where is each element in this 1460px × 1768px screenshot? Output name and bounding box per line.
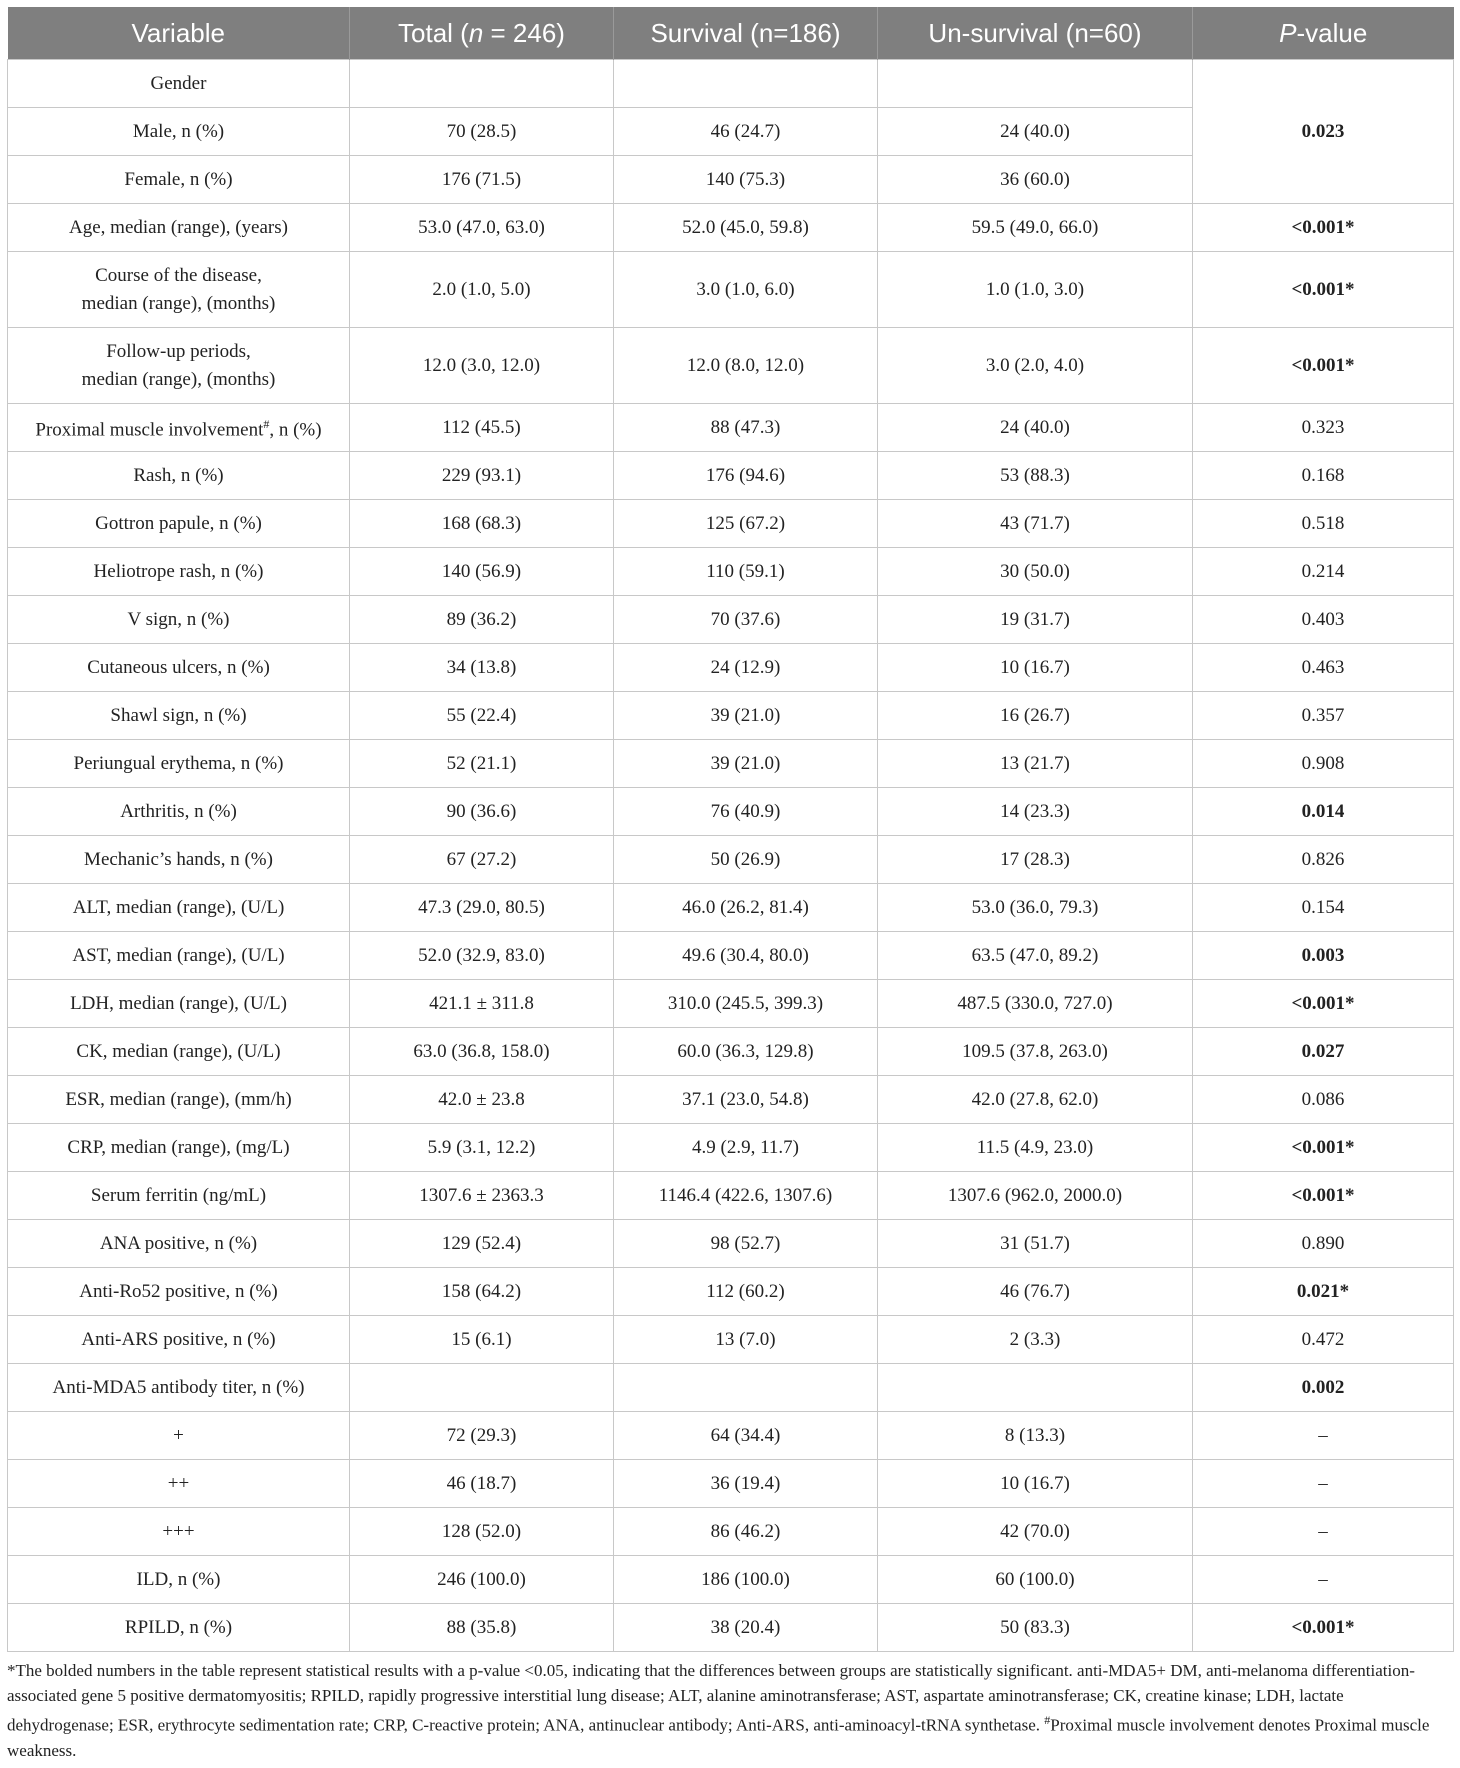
- cell-unsurvival: 10 (16.7): [878, 644, 1193, 692]
- cell-unsurvival: 109.5 (37.8, 263.0): [878, 1028, 1193, 1076]
- row-label: Proximal muscle involvement#, n (%): [8, 404, 350, 452]
- row-label: Mechanic’s hands, n (%): [8, 836, 350, 884]
- cell-unsurvival: 43 (71.7): [878, 500, 1193, 548]
- p-value: <0.001*: [1193, 328, 1454, 404]
- cell-survival: 38 (20.4): [614, 1604, 878, 1652]
- cell-total: 55 (22.4): [350, 692, 614, 740]
- table-row: [8, 252, 1454, 328]
- cell-survival: 110 (59.1): [614, 548, 878, 596]
- cell-unsurvival: 17 (28.3): [878, 836, 1193, 884]
- cell-unsurvival: 59.5 (49.0, 66.0): [878, 204, 1193, 252]
- p-value: <0.001*: [1193, 980, 1454, 1028]
- table-footnote: *The bolded numbers in the table represent statistical results with a p-value <0.05, indicating that the differences between groups are statistically significant. anti-MDA5+ DM, anti-melanoma differentiation-associated gene 5 positive dermatomyositis; RPILD, rapidly progressive interstitial lung disease; ALT, alanine aminotransferase; AST, aspartate aminotransferase; CK, creatine kinase; LDH, lactate dehydrogenase; ESR, erythrocyte sedimentation rate; CRP, C-reactive protein; ANA, antinuclear antibody; Anti-ARS, anti-aminoacyl-tRNA synthetase. #Proximal muscle involvement denotes Proximal muscle weakness.: [7, 1661, 1430, 1760]
- cell-survival: 140 (75.3): [614, 156, 878, 204]
- cell-survival: 98 (52.7): [614, 1220, 878, 1268]
- p-value: 0.002: [1193, 1364, 1454, 1412]
- cell-unsurvival: 13 (21.7): [878, 740, 1193, 788]
- table-row: [8, 328, 1454, 404]
- cell-total: 1307.6 ± 2363.3: [350, 1172, 614, 1220]
- p-value: 0.890: [1193, 1220, 1454, 1268]
- p-value: 0.003: [1193, 932, 1454, 980]
- cell-unsurvival: 14 (23.3): [878, 788, 1193, 836]
- cell-total: 70 (28.5): [350, 108, 614, 156]
- table-row: [8, 548, 1454, 596]
- cell-survival: 39 (21.0): [614, 692, 878, 740]
- p-value: <0.001*: [1193, 252, 1454, 328]
- cell-unsurvival: 53.0 (36.0, 79.3): [878, 884, 1193, 932]
- cell-unsurvival: 42 (70.0): [878, 1508, 1193, 1556]
- cell-unsurvival: 24 (40.0): [878, 404, 1193, 452]
- cell-survival: 46.0 (26.2, 81.4): [614, 884, 878, 932]
- table-row: [8, 452, 1454, 500]
- p-value: 0.214: [1193, 548, 1454, 596]
- row-label: ++: [8, 1460, 350, 1508]
- row-label: Anti-ARS positive, n (%): [8, 1316, 350, 1364]
- table-row: [8, 1028, 1454, 1076]
- cell-survival: 37.1 (23.0, 54.8): [614, 1076, 878, 1124]
- cell-total: 158 (64.2): [350, 1268, 614, 1316]
- table-row: [8, 204, 1454, 252]
- cell-total: 72 (29.3): [350, 1412, 614, 1460]
- table-row: [8, 1172, 1454, 1220]
- cell-unsurvival: 60 (100.0): [878, 1556, 1193, 1604]
- cell-unsurvival: 19 (31.7): [878, 596, 1193, 644]
- row-label: ALT, median (range), (U/L): [8, 884, 350, 932]
- p-value: –: [1193, 1556, 1454, 1604]
- cell-survival: 4.9 (2.9, 11.7): [614, 1124, 878, 1172]
- cell-survival: 3.0 (1.0, 6.0): [614, 252, 878, 328]
- table-row: [8, 60, 1454, 108]
- cell-total: 2.0 (1.0, 5.0): [350, 252, 614, 328]
- table-container: [7, 7, 1453, 1763]
- header-row: [8, 7, 1454, 60]
- cell-unsurvival: 16 (26.7): [878, 692, 1193, 740]
- table-row: [8, 740, 1454, 788]
- table-row: [8, 644, 1454, 692]
- header-unsurvival: Un-survival (n=60): [878, 7, 1193, 60]
- p-value: 0.357: [1193, 692, 1454, 740]
- cell-survival: 1146.4 (422.6, 1307.6): [614, 1172, 878, 1220]
- cell-survival: 24 (12.9): [614, 644, 878, 692]
- table-row: [8, 1316, 1454, 1364]
- p-value: –: [1193, 1412, 1454, 1460]
- cell-unsurvival: 36 (60.0): [878, 156, 1193, 204]
- p-value: –: [1193, 1508, 1454, 1556]
- header-variable: Variable: [8, 7, 350, 60]
- cell-unsurvival: 2 (3.3): [878, 1316, 1193, 1364]
- table-row: [8, 1460, 1454, 1508]
- row-label: Anti-MDA5 antibody titer, n (%): [8, 1364, 350, 1412]
- cell-survival: 176 (94.6): [614, 452, 878, 500]
- cell-total: 112 (45.5): [350, 404, 614, 452]
- p-value: <0.001*: [1193, 1172, 1454, 1220]
- row-label: RPILD, n (%): [8, 1604, 350, 1652]
- cell-unsurvival: 53 (88.3): [878, 452, 1193, 500]
- row-label: Female, n (%): [8, 156, 350, 204]
- p-value: –: [1193, 1460, 1454, 1508]
- cell-total: 34 (13.8): [350, 644, 614, 692]
- cell-survival: 125 (67.2): [614, 500, 878, 548]
- table-row: [8, 1268, 1454, 1316]
- table-row: [8, 980, 1454, 1028]
- p-value: 0.472: [1193, 1316, 1454, 1364]
- row-label: Follow-up periods, median (range), (months): [8, 328, 350, 404]
- p-value: 0.027: [1193, 1028, 1454, 1076]
- cell-unsurvival: 46 (76.7): [878, 1268, 1193, 1316]
- cell-total: 168 (68.3): [350, 500, 614, 548]
- table-row: [8, 836, 1454, 884]
- p-value: 0.023: [1193, 60, 1454, 204]
- p-value: 0.014: [1193, 788, 1454, 836]
- p-value: 0.403: [1193, 596, 1454, 644]
- header-total: Total (n = 246): [350, 7, 614, 60]
- cell-survival: 186 (100.0): [614, 1556, 878, 1604]
- cell-total: 63.0 (36.8, 158.0): [350, 1028, 614, 1076]
- cell-survival: 50 (26.9): [614, 836, 878, 884]
- row-label: Anti-Ro52 positive, n (%): [8, 1268, 350, 1316]
- row-label: Cutaneous ulcers, n (%): [8, 644, 350, 692]
- cell-survival: 60.0 (36.3, 129.8): [614, 1028, 878, 1076]
- table-row: [8, 1556, 1454, 1604]
- cell-total: 15 (6.1): [350, 1316, 614, 1364]
- table-row: [8, 596, 1454, 644]
- cell-total: 53.0 (47.0, 63.0): [350, 204, 614, 252]
- table-row: [8, 692, 1454, 740]
- p-value: 0.323: [1193, 404, 1454, 452]
- cell-total: 229 (93.1): [350, 452, 614, 500]
- cell-total: 246 (100.0): [350, 1556, 614, 1604]
- p-value: 0.908: [1193, 740, 1454, 788]
- row-label: Male, n (%): [8, 108, 350, 156]
- row-label: Gender: [8, 60, 350, 108]
- p-value: 0.168: [1193, 452, 1454, 500]
- cell-survival: 64 (34.4): [614, 1412, 878, 1460]
- row-label: Rash, n (%): [8, 452, 350, 500]
- table-row: [8, 788, 1454, 836]
- row-label: ILD, n (%): [8, 1556, 350, 1604]
- table-row: [8, 1364, 1454, 1412]
- table-row: [8, 1508, 1454, 1556]
- row-label: CRP, median (range), (mg/L): [8, 1124, 350, 1172]
- cell-survival: 86 (46.2): [614, 1508, 878, 1556]
- row-label: Serum ferritin (ng/mL): [8, 1172, 350, 1220]
- cell-total: 176 (71.5): [350, 156, 614, 204]
- cell-unsurvival: 487.5 (330.0, 727.0): [878, 980, 1193, 1028]
- cell-survival: 39 (21.0): [614, 740, 878, 788]
- cell-total: 88 (35.8): [350, 1604, 614, 1652]
- table-row: [8, 1220, 1454, 1268]
- cell-survival: 49.6 (30.4, 80.0): [614, 932, 878, 980]
- cell-total: 42.0 ± 23.8: [350, 1076, 614, 1124]
- row-label: AST, median (range), (U/L): [8, 932, 350, 980]
- cell-total: 47.3 (29.0, 80.5): [350, 884, 614, 932]
- row-label: Shawl sign, n (%): [8, 692, 350, 740]
- cell-total: 140 (56.9): [350, 548, 614, 596]
- cell-unsurvival: 3.0 (2.0, 4.0): [878, 328, 1193, 404]
- p-value: 0.463: [1193, 644, 1454, 692]
- cell-unsurvival: 30 (50.0): [878, 548, 1193, 596]
- cell-survival: 70 (37.6): [614, 596, 878, 644]
- cell-total: 421.1 ± 311.8: [350, 980, 614, 1028]
- p-value: 0.826: [1193, 836, 1454, 884]
- row-label: V sign, n (%): [8, 596, 350, 644]
- cell-survival: 46 (24.7): [614, 108, 878, 156]
- data-table: [7, 7, 1454, 1652]
- header-pvalue: P-value: [1193, 7, 1454, 60]
- cell-unsurvival: 1.0 (1.0, 3.0): [878, 252, 1193, 328]
- cell-total: 129 (52.4): [350, 1220, 614, 1268]
- cell-total: 89 (36.2): [350, 596, 614, 644]
- table-row: [8, 404, 1454, 452]
- cell-survival: 112 (60.2): [614, 1268, 878, 1316]
- cell-survival: 52.0 (45.0, 59.8): [614, 204, 878, 252]
- row-label: Gottron papule, n (%): [8, 500, 350, 548]
- cell-unsurvival: 1307.6 (962.0, 2000.0): [878, 1172, 1193, 1220]
- table-row: [8, 500, 1454, 548]
- header-survival: Survival (n=186): [614, 7, 878, 60]
- cell-survival: 88 (47.3): [614, 404, 878, 452]
- table-row: [8, 1412, 1454, 1460]
- row-label: +: [8, 1412, 350, 1460]
- row-label: +++: [8, 1508, 350, 1556]
- cell-unsurvival: 10 (16.7): [878, 1460, 1193, 1508]
- row-label: CK, median (range), (U/L): [8, 1028, 350, 1076]
- row-label: ESR, median (range), (mm/h): [8, 1076, 350, 1124]
- cell-unsurvival: 50 (83.3): [878, 1604, 1193, 1652]
- table-row: [8, 1076, 1454, 1124]
- table-row: [8, 1604, 1454, 1652]
- row-label: Periungual erythema, n (%): [8, 740, 350, 788]
- cell-unsurvival: 31 (51.7): [878, 1220, 1193, 1268]
- p-value: <0.001*: [1193, 1124, 1454, 1172]
- p-value: <0.001*: [1193, 1604, 1454, 1652]
- row-label: Course of the disease, median (range), (months): [8, 252, 350, 328]
- cell-survival: 12.0 (8.0, 12.0): [614, 328, 878, 404]
- cell-unsurvival: 11.5 (4.9, 23.0): [878, 1124, 1193, 1172]
- row-label: Heliotrope rash, n (%): [8, 548, 350, 596]
- p-value: 0.086: [1193, 1076, 1454, 1124]
- cell-total: 46 (18.7): [350, 1460, 614, 1508]
- cell-survival: 310.0 (245.5, 399.3): [614, 980, 878, 1028]
- row-label: LDH, median (range), (U/L): [8, 980, 350, 1028]
- table-row: [8, 1124, 1454, 1172]
- cell-total: 52.0 (32.9, 83.0): [350, 932, 614, 980]
- row-label: Arthritis, n (%): [8, 788, 350, 836]
- table-row: [8, 932, 1454, 980]
- cell-unsurvival: 8 (13.3): [878, 1412, 1193, 1460]
- row-label: ANA positive, n (%): [8, 1220, 350, 1268]
- row-label: Age, median (range), (years): [8, 204, 350, 252]
- cell-unsurvival: 63.5 (47.0, 89.2): [878, 932, 1193, 980]
- p-value: 0.021*: [1193, 1268, 1454, 1316]
- cell-unsurvival: 24 (40.0): [878, 108, 1193, 156]
- cell-total: 12.0 (3.0, 12.0): [350, 328, 614, 404]
- cell-total: 67 (27.2): [350, 836, 614, 884]
- cell-total: 90 (36.6): [350, 788, 614, 836]
- p-value: 0.518: [1193, 500, 1454, 548]
- cell-total: 128 (52.0): [350, 1508, 614, 1556]
- cell-survival: 36 (19.4): [614, 1460, 878, 1508]
- cell-total: 5.9 (3.1, 12.2): [350, 1124, 614, 1172]
- p-value: 0.154: [1193, 884, 1454, 932]
- p-value: <0.001*: [1193, 204, 1454, 252]
- cell-survival: 13 (7.0): [614, 1316, 878, 1364]
- cell-total: 52 (21.1): [350, 740, 614, 788]
- table-row: [8, 884, 1454, 932]
- cell-unsurvival: 42.0 (27.8, 62.0): [878, 1076, 1193, 1124]
- cell-survival: 76 (40.9): [614, 788, 878, 836]
